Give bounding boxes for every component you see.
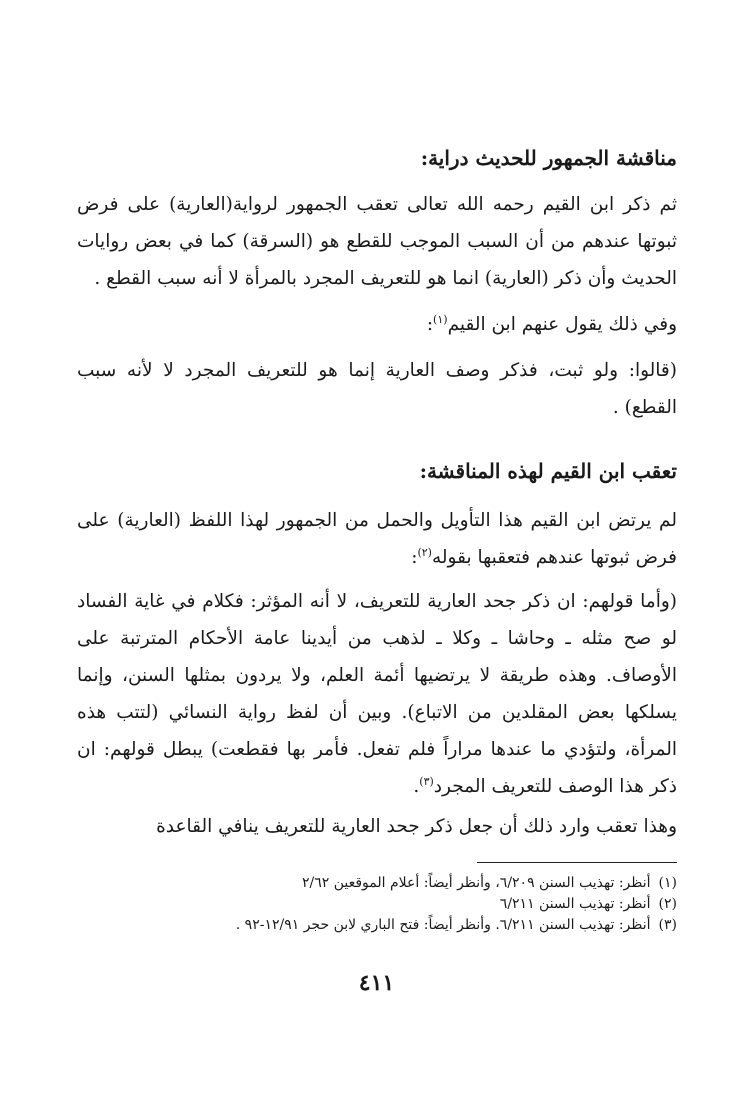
footnote-item <box>77 894 677 915</box>
footnote-number: (٢) <box>658 896 677 912</box>
footnote-separator <box>477 862 677 863</box>
footnotes <box>77 873 677 936</box>
footnote-number: (٣) <box>658 917 677 933</box>
quote-ibn-qayyim-rebuttal-end: . <box>413 776 420 797</box>
footnote-item <box>77 873 677 894</box>
footnote-ref-2: (٢) <box>417 545 432 559</box>
paragraph-majority-objection: ثم ذكر ابن القيم رحمه الله تعالى تعقب الجمهور لرواية(العارية) على فرض ثبوتها عندهم من أن السبب الموجب للقطع هو (السرقة) كما في بعض روايات الحديث وأن ذكر (العارية) انما هو للتعريف المجرد بالمرأة لا أنه سبب القطع . <box>77 194 677 289</box>
footnote-item <box>77 915 677 936</box>
section-heading-ibn-qayyim-rebuttal: تعقب ابن القيم لهذه المناقشة: <box>419 459 677 483</box>
quote-ibn-qayyim-rebuttal <box>77 583 677 805</box>
footnote-ref-3: (٣) <box>419 774 434 788</box>
paragraph-ibn-qayyim-intro-end: : <box>426 314 434 335</box>
section-heading-majority-discussion: مناقشة الجمهور للحديث دراية: <box>420 146 677 170</box>
quote-majority-statement: (قالوا: ولو ثبت، فذكر وصف العارية إنما هو للتعريف المجرد لا لأنه سبب القطع) . <box>77 360 677 418</box>
paragraph-rebuttal-assessment: وهذا تعقب وارد ذلك أن جعل ذكر جحد العارية للتعريف ينافي القاعدة <box>156 816 677 837</box>
page-number: ٤١١ <box>358 970 395 996</box>
paragraph-ibn-qayyim-intro <box>77 306 677 343</box>
footnote-text: أنظر: تهذيب السنن ٦/٢١١. وأنظر أيضاً: فتح الباري لابن حجر ١٢/٩١-٩٢ . <box>235 917 651 933</box>
footnote-number: (١) <box>658 875 677 891</box>
paragraph-rebuttal-intro-text: لم يرتض ابن القيم هذا التأويل والحمل من الجمهور لهذا اللفظ (العارية) على فرض ثبوتها عندهم فتعقبها بقوله <box>77 510 677 568</box>
paragraph-rebuttal-intro <box>77 502 677 576</box>
footnote-text: أنظر: تهذيب السنن ٦/٢٠٩، وأنظر أيضاً: أعلام الموقعين ٢/٦٢ <box>302 875 651 891</box>
footnote-text: أنظر: تهذيب السنن ٦/٢١١ <box>499 896 651 912</box>
footnote-ref-1: (١) <box>433 312 448 326</box>
quote-ibn-qayyim-rebuttal-text: (وأما قولهم: ان ذكر جحد العارية للتعريف، لا أنه المؤثر: فكلام في غاية الفساد لو صح مثله ـ وحاشا ـ وكلا ـ لذهب من أيدينا عامة الأحكام المترتبة على الأوصاف. وهذه طريقة لا يرتضيها أئمة العلم، ولا يردون بمثلها السنن، وإنما يسلكها بعض المقلدين من الاتباع). وبين أن لفظ رواية النسائي (لتتب هذه المرأة، ولتؤدي ما عندها مراراً فلم تفعل. فأمر بها فقطعت) يبطل قولهم: ان ذكر هذا الوصف للتعريف المجرد <box>77 591 677 797</box>
paragraph-ibn-qayyim-intro-text: وفي ذلك يقول عنهم ابن القيم <box>447 314 677 335</box>
paragraph-rebuttal-intro-end: : <box>411 547 418 568</box>
